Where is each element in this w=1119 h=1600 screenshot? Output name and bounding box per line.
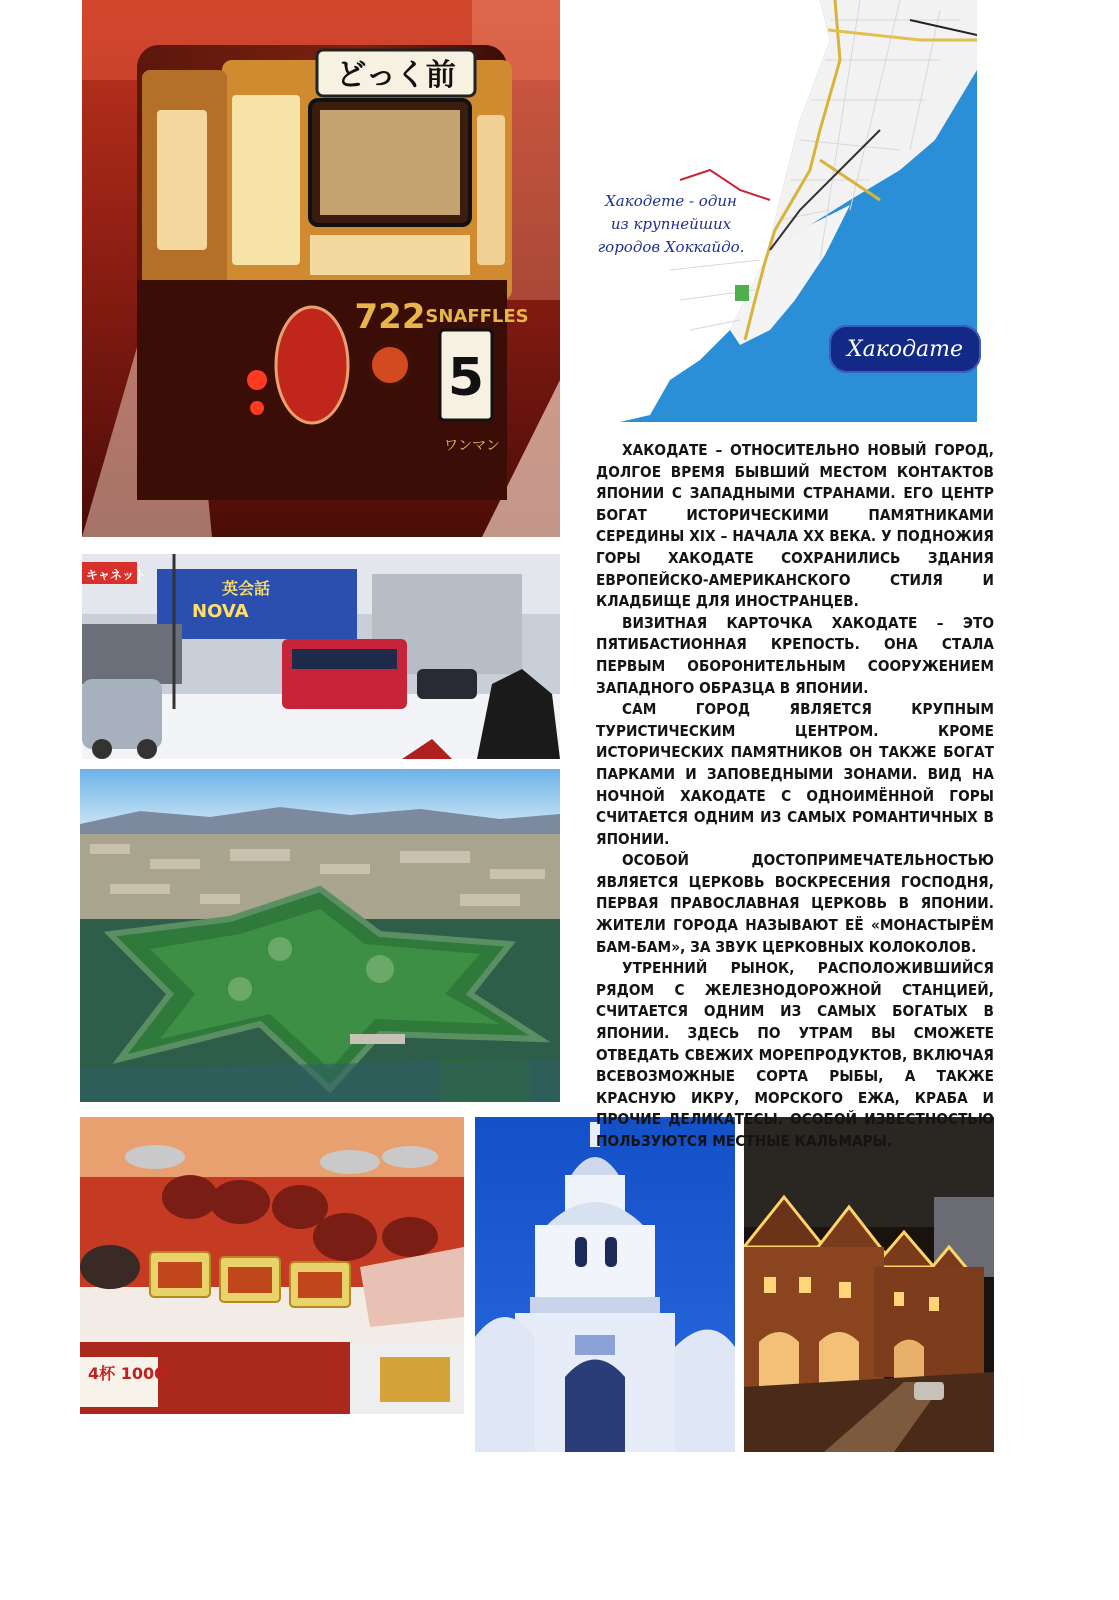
tram-car-number: 722 [354,297,426,337]
tram-one-man-sign: ワンマン [444,438,500,454]
fort-goryokaku-photo [80,769,560,1102]
tram-route-number: 5 [447,348,485,408]
market-price-tag: 4杯 1000- [88,1364,172,1383]
tram-photo [82,0,560,537]
morning-market-photo [80,1117,464,1414]
red-brick-warehouses-photo [744,1117,994,1452]
paragraph-church: ОСОБОЙ ДОСТОПРИМЕЧАТЕЛЬНОСТЬЮ ЯВЛЯЕТСЯ ЦЕРКОВЬ ВОСКРЕСЕНИЯ ГОСПОДНЯ, ПЕРВАЯ ПРАВОСЛАВНАЯ ЦЕРКОВЬ В ЯПОНИИ. ЖИТЕЛИ ГОРОДА НАЗЫВАЮТ ЕЁ «МОНАСТЫРЁМ БАМ-БАМ», ЗА ЗВУК ЦЕРКОВНЫХ КОЛОКОЛОВ. [596,851,994,956]
orthodox-church-photo [475,1117,735,1452]
map-caption: Хакодете - один из крупнейших городов Хоккайдо. [597,192,745,256]
paragraph-market: УТРЕННИЙ РЫНОК, РАСПОЛОЖИВШИЙСЯ РЯДОМ С ЖЕЛЕЗНОДОРОЖНОЙ СТАНЦИЕЙ, СЧИТАЕТСЯ ОДНИМ ИЗ САМЫХ БОГАТЫХ В ЯПОНИИ. ЗДЕСЬ ПО УТРАМ ВЫ СМОЖЕТЕ ОТВЕДАТЬ СВЕЖИХ МОРЕПРОДУКТОВ, ВКЛЮЧАЯ ВСЕВОЗМОЖНЫЕ СОРТА РЫБЫ, А ТАКЖЕ КРАСНУЮ ИКРУ, МОРСКОГО ЕЖА, КРАБА И ПРОЧИЕ ДЕЛИКАТЕСЫ. ОСОБОЙ ИЗВЕСТНОСТЬЮ ПОЛЬЗУЮТСЯ МЕСТНЫЕ КАЛЬМАРЫ. [596,959,994,1150]
sign-eikaiwa: 英会話 [222,579,271,598]
map-city-badge: Хакодате [829,325,981,373]
paragraph-tourism: САМ ГОРОД ЯВЛЯЕТСЯ КРУПНЫМ ТУРИСТИЧЕСКИМ ЦЕНТРОМ. КРОМЕ ИСТОРИЧЕСКИХ ПАМЯТНИКОВ ОН ТАКЖЕ БОГАТ ПАРКАМИ И ЗАПОВЕДНЫМИ ЗОНАМИ. ВИД НА НОЧНОЙ ХАКОДАТЕ С ОДНОИМЁННОЙ ГОРЫ СЧИТАЕТСЯ ОДНИМ ИЗ САМЫХ РОМАНТИЧНЫХ В ЯПОНИИ. [596,700,994,848]
sign-nova: NOVA [192,601,249,622]
tram-destination-sign: どっく前 [336,58,456,93]
paragraph-fortress: ВИЗИТНАЯ КАРТОЧКА ХАКОДАТЕ – ЭТО ПЯТИБАСТИОННАЯ КРЕПОСТЬ. ОНА СТАЛА ПЕРВЫМ ОБОРОНИТЕЛЬНЫМ СООРУЖЕНИЕМ ЗАПАДНОГО ОБРАЗЦА В ЯПОНИИ. [596,613,994,697]
paragraph-intro: ХАКОДАТЕ – ОТНОСИТЕЛЬНО НОВЫЙ ГОРОД, ДОЛГОЕ ВРЕМЯ БЫВШИЙ МЕСТОМ КОНТАКТОВ ЯПОНИИ С ЗАПАДНЫМИ СТРАНАМИ. ЕГО ЦЕНТР БОГАТ ИСТОРИЧЕСКИМИ ПАМЯТНИКАМИ СЕРЕДИНЫ XIX – НАЧАЛА XX ВЕКА. У ПОДНОЖИЯ ГОРЫ ХАКОДАТЕ СОХРАНИЛИСЬ ЗДАНИЯ ЕВРОПЕЙСКО-АМЕРИКАНСКОГО СТИЛЯ И КЛАДБИЩЕ ДЛЯ ИНОСТРАНЦЕВ. [596,441,994,611]
sign-shop: キャネット [86,568,147,582]
street-photo [82,554,560,759]
tram-brand: SNAFFLES [425,306,529,327]
article-body [596,440,994,1153]
